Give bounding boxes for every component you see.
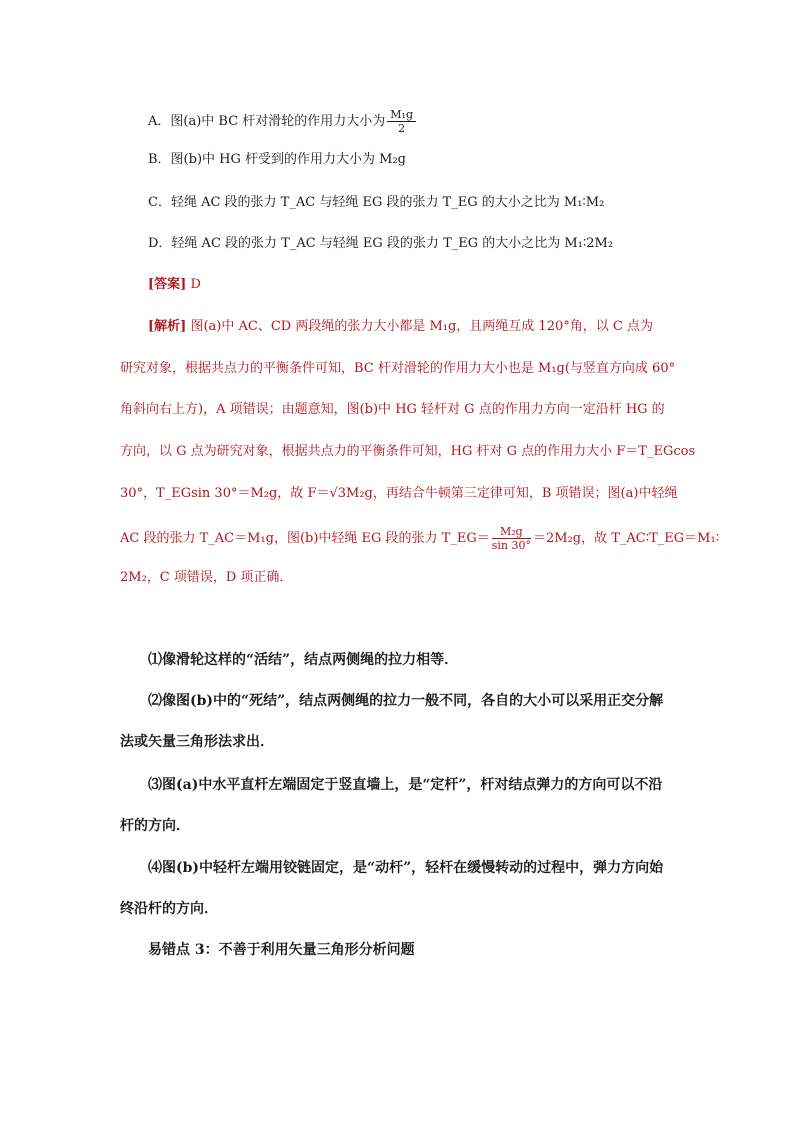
analysis-fraction-denominator: sin 30° <box>491 539 531 552</box>
answer-line <box>148 275 201 295</box>
analysis-line-2: 研究对象，根据共点力的平衡条件可知，BC 杆对滑轮的作用力大小也是 M₁g(与竖直方向成 60° <box>120 361 676 376</box>
answer-value: D <box>190 277 201 292</box>
option-a <box>148 108 418 135</box>
analysis-label: [解析] <box>148 319 187 334</box>
option-a-fraction <box>387 108 416 135</box>
option-a-text: A．图(a)中 BC 杆对滑轮的作用力大小为 <box>148 114 386 129</box>
analysis-line-3: 角斜向右上方)，A 项错误；由题意知，图(b)中 HG 轻杆对 G 点的作用力方向一定沿杆 HG 的 <box>120 402 665 417</box>
analysis-fraction-numerator: M₂g <box>492 525 531 539</box>
analysis-line-1 <box>148 317 653 337</box>
note-1: ⑴像滑轮这样的“活结”，结点两侧绳的拉力相等． <box>148 652 459 668</box>
analysis-line-6-post: ＝2M₂g，故 T_AC∶T_EG＝M₁∶ <box>532 531 720 546</box>
analysis-line-6-pre: AC 段的张力 T_AC＝M₁g，图(b)中轻绳 EG 段的张力 T_EG＝ <box>120 531 490 546</box>
option-d: D．轻绳 AC 段的张力 T_AC 与轻绳 EG 段的张力 T_EG 的大小之比为 M₁∶2M₂ <box>148 236 614 251</box>
note-2-line-2: 法或矢量三角形法求出． <box>120 734 274 750</box>
note-2-line-1: ⑵像图(b)中的“死结”，结点两侧绳的拉力一般不同，各自的大小可以采用正交分解 <box>148 693 664 709</box>
option-c: C．轻绳 AC 段的张力 T_AC 与轻绳 EG 段的张力 T_EG 的大小之比为 M₁∶M₂ <box>148 195 605 210</box>
option-a-fraction-numerator: M₁g <box>387 108 416 122</box>
analysis-line-7: 2M₂，C 项错误，D 项正确． <box>120 570 293 585</box>
analysis-line-4: 方向，以 G 点为研究对象，根据共点力的平衡条件可知，HG 杆对 G 点的作用力大小 F＝T_EGcos <box>120 444 696 459</box>
section-heading: 易错点 3：不善于利用矢量三角形分析问题 <box>148 942 415 958</box>
note-4-line-2: 终沿杆的方向． <box>120 901 218 917</box>
note-3-line-2: 杆的方向． <box>120 818 190 834</box>
analysis-fraction <box>492 525 531 552</box>
analysis-line-5: 30°，T_EGsin 30°＝M₂g，故 F＝√3M₂g，再结合牛顿第三定律可知，B 项错误；图(a)中轻绳 <box>120 486 678 501</box>
answer-label: [答案] <box>148 277 187 292</box>
analysis-line-1-text: 图(a)中 AC、CD 两段绳的张力大小都是 M₁g，且两绳互成 120°角，以 C 点为 <box>190 319 653 334</box>
option-a-fraction-denominator: 2 <box>398 122 406 135</box>
analysis-line-6 <box>120 525 719 552</box>
note-4-line-1: ⑷图(b)中轻杆左端用铰链固定，是“动杆”，轻杆在缓慢转动的过程中，弹力方向始 <box>148 860 664 876</box>
option-b: B．图(b)中 HG 杆受到的作用力大小为 M₂g <box>148 152 406 167</box>
note-3-line-1: ⑶图(a)中水平直杆左端固定于竖直墙上，是“定杆”，杆对结点弹力的方向可以不沿 <box>148 777 663 793</box>
